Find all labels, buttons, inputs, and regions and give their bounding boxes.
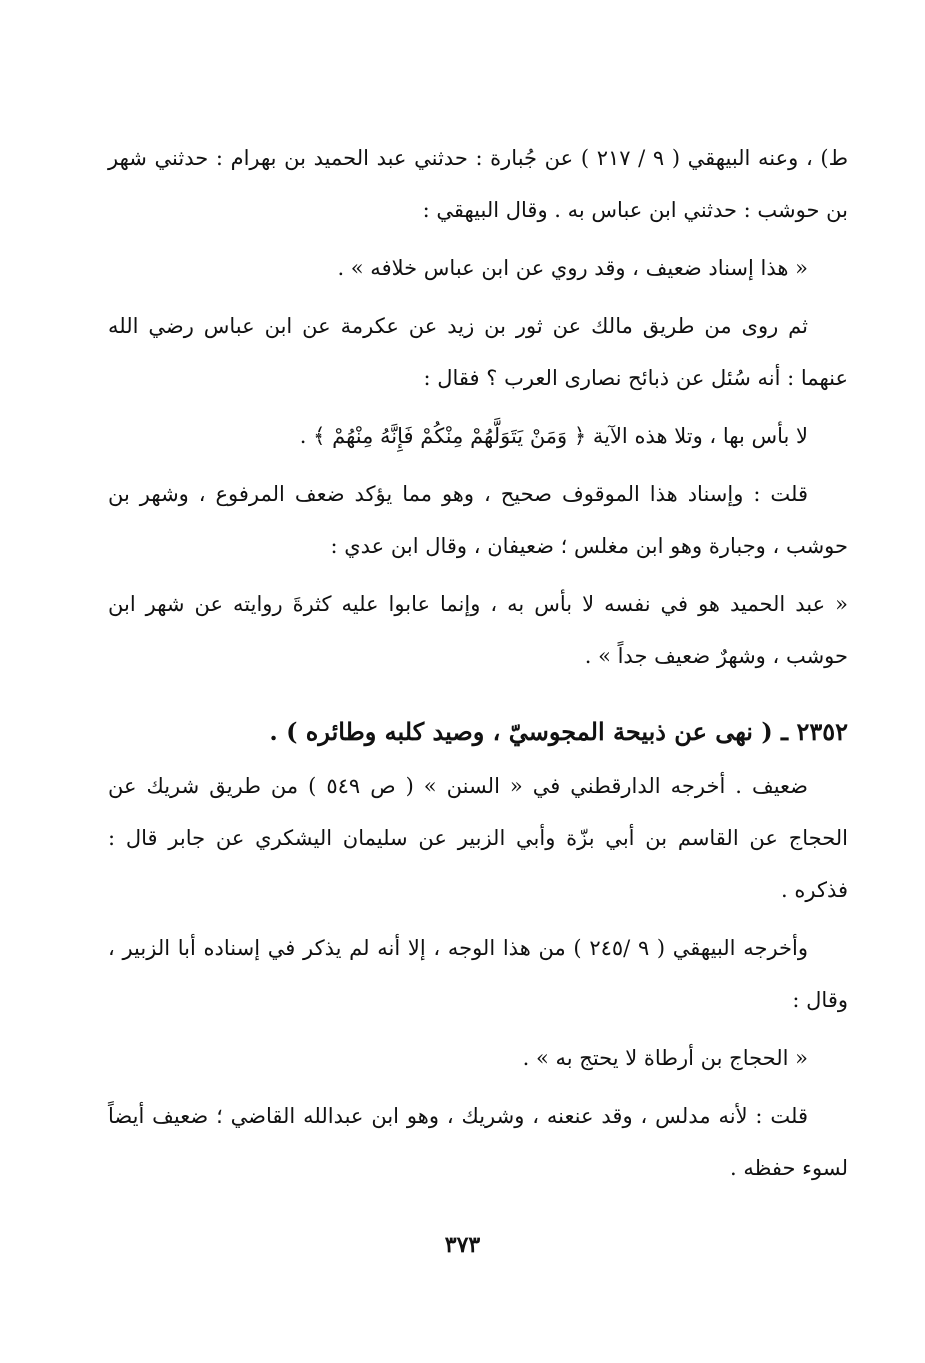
paragraph-ibn-adi-quote: « عبد الحميد هو في نفسه لا بأس به ، وإنما عابوا عليه كثرةَ روايته عن شهر ابن حوشب ، وشهرٌ ضعيف جداً » . <box>108 592 848 668</box>
paragraph-daraqutni: ضعيف . أخرجه الدارقطني في « السنن » ( ص ٥٤٩ ) من طريق شريك عن الحجاج عن القاسم بن أبي بزّة وأبي الزبير عن سليمان اليشكري عن جابر قال : فذكره . <box>108 774 848 902</box>
paragraph-hajjaj-quote: « الحجاج بن أرطاة لا يحتج به » . <box>522 1046 808 1070</box>
paragraph-conclusion: قلت : لأنه مدلس ، وقد عنعنه ، وشريك ، وهو ابن عبدالله القاضي ؛ ضعيف أيضاً لسوء حفظه . <box>108 1104 848 1180</box>
paragraph-bayhaqi-second: وأخرجه البيهقي ( ٩ /٢٤٥ ) من هذا الوجه ، إلا أنه لم يذكر في إسناده أبا الزبير ، وقال : <box>108 936 848 1012</box>
paragraph-bayhaqi-quote: « هذا إسناد ضعيف ، وقد روي عن ابن عباس خلافه » . <box>337 256 808 280</box>
hadith-heading: ٢٣٥٢ ـ ( نهى عن ذبيحة المجوسيّ ، وصيد كلبه وطائره ) . <box>269 717 848 746</box>
paragraph-commentary: قلت : وإسناد هذا الموقوف صحيح ، وهو مما يؤكد ضعف المرفوع ، وشهر بن حوشب ، وجبارة وهو ابن مغلس ؛ ضعيفان ، وقال ابن عدي : <box>108 482 848 558</box>
page-number: ٣٧٣ <box>444 1232 481 1258</box>
paragraph-malik-route: ثم روى من طريق مالك عن ثور بن زيد عن عكرمة عن ابن عباس رضي الله عنهما : أنه سُئل عن ذبائح نصارى العرب ؟ فقال : <box>108 314 848 390</box>
paragraph-quran-verse: لا بأس بها ، وتلا هذه الآية ﴿ وَمَنْ يَتَوَلَّهُمْ مِنْكُمْ فَإِنَّهُ مِنْهُمْ ﴾ . <box>299 424 808 448</box>
paragraph-bayhaqi-isnad: ط) ، وعنه البيهقي ( ٩ / ٢١٧ ) عن جُبارة : حدثني عبد الحميد بن بهرام : حدثني شهر بن حوشب : حدثني ابن عباس به . وقال البيهقي : <box>108 146 848 222</box>
text-column <box>108 132 848 1200</box>
